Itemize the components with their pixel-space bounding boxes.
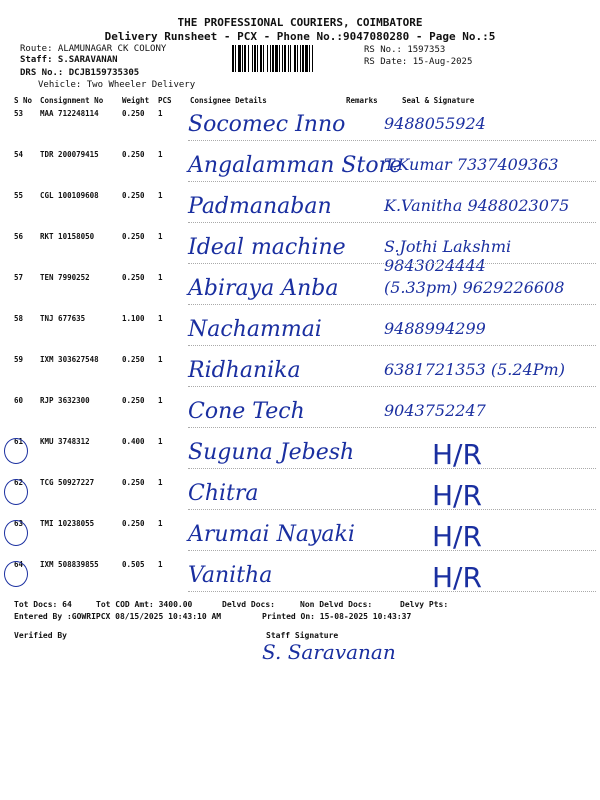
barcode-bar xyxy=(302,45,304,72)
row-sno: 56 xyxy=(14,232,24,241)
receiver-signature: H/R xyxy=(432,561,482,594)
col-sno: S No xyxy=(14,96,33,105)
consignee-handwritten-name: Abiraya Anba xyxy=(188,276,339,301)
row-divider xyxy=(188,386,596,387)
row-sno: 53 xyxy=(14,109,24,118)
row-sno: 63 xyxy=(14,519,24,528)
row-weight: 0.250 xyxy=(122,396,145,405)
barcode-bar xyxy=(297,45,298,72)
table-row xyxy=(12,145,596,184)
row-consignment-no: TNJ 677635 xyxy=(40,314,86,323)
table-row xyxy=(12,350,596,389)
table-row xyxy=(12,227,596,275)
row-consignment-no: TMI 10238055 xyxy=(40,519,95,528)
barcode-bar xyxy=(238,45,241,72)
barcode-bar xyxy=(252,45,253,72)
row-sno: 64 xyxy=(14,560,24,569)
row-consignment-no: CGL 100109608 xyxy=(40,191,99,200)
handwritten-circle-mark xyxy=(4,479,28,505)
barcode-bar xyxy=(294,45,296,72)
barcode-bar xyxy=(257,45,258,72)
row-weight: 0.505 xyxy=(122,560,145,569)
receiver-signature: H/R xyxy=(432,479,482,512)
barcode-bar xyxy=(244,45,246,72)
total-cod: Tot COD Amt: 3400.00 xyxy=(96,600,193,609)
receiver-signature: K.Vanitha 9488023075 xyxy=(384,196,570,215)
consignee-handwritten-name: Ridhanika xyxy=(188,358,301,383)
total-docs: Tot Docs: 64 xyxy=(14,600,72,609)
receiver-signature: 9043752247 xyxy=(384,401,486,420)
row-consignment-no: IXM 508839855 xyxy=(40,560,99,569)
table-row xyxy=(12,391,596,430)
barcode-bar xyxy=(254,45,256,72)
company-title: THE PROFESSIONAL COURIERS, COIMBATORE xyxy=(177,16,423,29)
receiver-signature: H/R xyxy=(432,520,482,553)
handwritten-circle-mark xyxy=(4,561,28,587)
col-pcs: PCS xyxy=(158,96,172,105)
route-text: Route: ALAMUNAGAR CK COLONY xyxy=(20,44,167,54)
row-weight: 0.250 xyxy=(122,109,145,118)
table-row xyxy=(12,268,596,307)
row-sno: 58 xyxy=(14,314,24,323)
row-pcs: 1 xyxy=(158,519,163,528)
consignee-handwritten-name: Vanitha xyxy=(188,563,273,588)
row-weight: 0.250 xyxy=(122,519,145,528)
barcode-bar xyxy=(288,45,289,72)
receiver-signature: 9488055924 xyxy=(384,114,486,133)
table-row xyxy=(12,186,596,225)
receiver-signature: (5.33pm) 9629226608 xyxy=(384,278,565,297)
row-divider xyxy=(188,591,596,592)
consignee-handwritten-name: Cone Tech xyxy=(188,399,305,424)
row-weight: 0.250 xyxy=(122,191,145,200)
rs-date: RS Date: 15-Aug-2025 xyxy=(364,57,473,67)
row-pcs: 1 xyxy=(158,478,163,487)
table-row xyxy=(12,514,596,553)
entered-by: Entered By :GOWRIPCX 08/15/2025 10:43:10 AM xyxy=(14,612,222,621)
rs-number: RS No.: 1597353 xyxy=(364,45,446,55)
handwritten-circle-mark xyxy=(4,520,28,546)
consignee-handwritten-name: Chitra xyxy=(188,481,259,506)
row-consignment-no: KMU 3748312 xyxy=(40,437,90,446)
verified-by-label: Verified By xyxy=(14,631,67,640)
row-pcs: 1 xyxy=(158,314,163,323)
consignee-handwritten-name: Socomec Inno xyxy=(188,112,346,137)
barcode-bar xyxy=(263,45,264,72)
col-weight: Weight xyxy=(122,96,150,105)
row-sno: 62 xyxy=(14,478,24,487)
table-row xyxy=(12,473,596,512)
row-sno: 55 xyxy=(14,191,24,200)
row-weight: 0.250 xyxy=(122,150,145,159)
drs-text: DRS No.: DCJB159735305 xyxy=(20,68,140,78)
barcode-bar xyxy=(290,45,291,72)
row-weight: 0.250 xyxy=(122,355,145,364)
barcode-bar xyxy=(309,45,310,72)
row-consignment-no: IXM 303627548 xyxy=(40,355,99,364)
row-sno: 59 xyxy=(14,355,24,364)
col-seal: Seal & Signature xyxy=(402,96,475,105)
table-row xyxy=(12,104,596,143)
barcode-bar xyxy=(235,45,236,72)
barcode-bar xyxy=(272,45,274,72)
staff-text: Staff: S.SARAVANAN xyxy=(20,55,118,65)
receiver-signature: H/R xyxy=(432,438,482,471)
row-weight: 0.250 xyxy=(122,273,145,282)
barcode-bar xyxy=(279,45,280,72)
barcode-bar xyxy=(300,45,301,72)
row-divider xyxy=(188,427,596,428)
row-consignment-no: RKT 10158050 xyxy=(40,232,95,241)
col-consignment: Consignment No xyxy=(40,96,104,105)
receiver-signature: 6381721353 (5.24Pm) xyxy=(384,360,565,379)
staff-signature-label: Staff Signature xyxy=(266,631,339,640)
row-divider xyxy=(188,509,596,510)
consignee-handwritten-name: Ideal machine xyxy=(188,235,346,260)
row-consignment-no: RJP 3632300 xyxy=(40,396,90,405)
consignee-handwritten-name: Angalamman Store xyxy=(188,153,403,178)
table-row xyxy=(12,555,596,594)
barcode-bar xyxy=(232,45,234,72)
col-consignee: Consignee Details xyxy=(190,96,267,105)
row-weight: 0.400 xyxy=(122,437,145,446)
row-divider xyxy=(188,140,596,141)
non-delivered-docs: Non Delvd Docs: xyxy=(300,600,373,609)
barcode-bar xyxy=(305,45,308,72)
row-weight: 1.100 xyxy=(122,314,145,323)
row-consignment-no: MAA 712248114 xyxy=(40,109,99,118)
consignee-handwritten-name: Padmanaban xyxy=(188,194,332,219)
row-pcs: 1 xyxy=(158,109,163,118)
row-consignment-no: TCG 50927227 xyxy=(40,478,95,487)
row-divider xyxy=(188,263,596,264)
barcode-bar xyxy=(275,45,278,72)
row-consignment-no: TDR 200079415 xyxy=(40,150,99,159)
row-pcs: 1 xyxy=(158,191,163,200)
delivered-docs: Delvd Docs: xyxy=(222,600,275,609)
row-divider xyxy=(188,181,596,182)
table-row xyxy=(12,432,596,471)
vehicle-text: Vehicle: Two Wheeler Delivery xyxy=(38,80,196,90)
consignee-handwritten-name: Nachammai xyxy=(188,317,322,342)
row-weight: 0.250 xyxy=(122,232,145,241)
staff-signature-handwriting: S. Saravanan xyxy=(262,640,396,664)
delivery-points: Delvy Pts: xyxy=(400,600,449,609)
row-divider xyxy=(188,468,596,469)
consignee-handwritten-name: Suguna Jebesh xyxy=(188,440,355,465)
barcode-bar xyxy=(284,45,286,72)
row-divider xyxy=(188,304,596,305)
row-weight: 0.250 xyxy=(122,478,145,487)
col-remarks: Remarks xyxy=(346,96,378,105)
row-consignment-no: TEN 7990252 xyxy=(40,273,90,282)
barcode-bar xyxy=(248,45,249,72)
row-pcs: 1 xyxy=(158,273,163,282)
runsheet-title: Delivery Runsheet - PCX - Phone No.:9047080280 - Page No.:5 xyxy=(104,30,496,43)
row-sno: 54 xyxy=(14,150,24,159)
row-sno: 60 xyxy=(14,396,24,405)
barcode-bar xyxy=(260,45,262,72)
row-pcs: 1 xyxy=(158,560,163,569)
row-divider xyxy=(188,345,596,346)
barcode-image xyxy=(232,45,360,72)
row-pcs: 1 xyxy=(158,437,163,446)
barcode-bar xyxy=(270,45,271,72)
receiver-signature: T.Kumar 7337409363 xyxy=(384,155,559,174)
row-pcs: 1 xyxy=(158,355,163,364)
row-sno: 61 xyxy=(14,437,24,446)
printed-on: Printed On: 15-08-2025 10:43:37 xyxy=(262,612,412,621)
row-pcs: 1 xyxy=(158,150,163,159)
table-row xyxy=(12,309,596,348)
barcode-bar xyxy=(242,45,243,72)
barcode-bar xyxy=(267,45,268,72)
receiver-signature: S.Jothi Lakshmi 9843024444 xyxy=(384,237,512,275)
row-pcs: 1 xyxy=(158,396,163,405)
row-pcs: 1 xyxy=(158,232,163,241)
row-divider xyxy=(188,550,596,551)
row-divider xyxy=(188,222,596,223)
barcode-bar xyxy=(312,45,313,72)
row-sno: 57 xyxy=(14,273,24,282)
barcode-bar xyxy=(282,45,283,72)
receiver-signature: 9488994299 xyxy=(384,319,486,338)
consignee-handwritten-name: Arumai Nayaki xyxy=(188,522,355,547)
handwritten-circle-mark xyxy=(4,438,28,464)
